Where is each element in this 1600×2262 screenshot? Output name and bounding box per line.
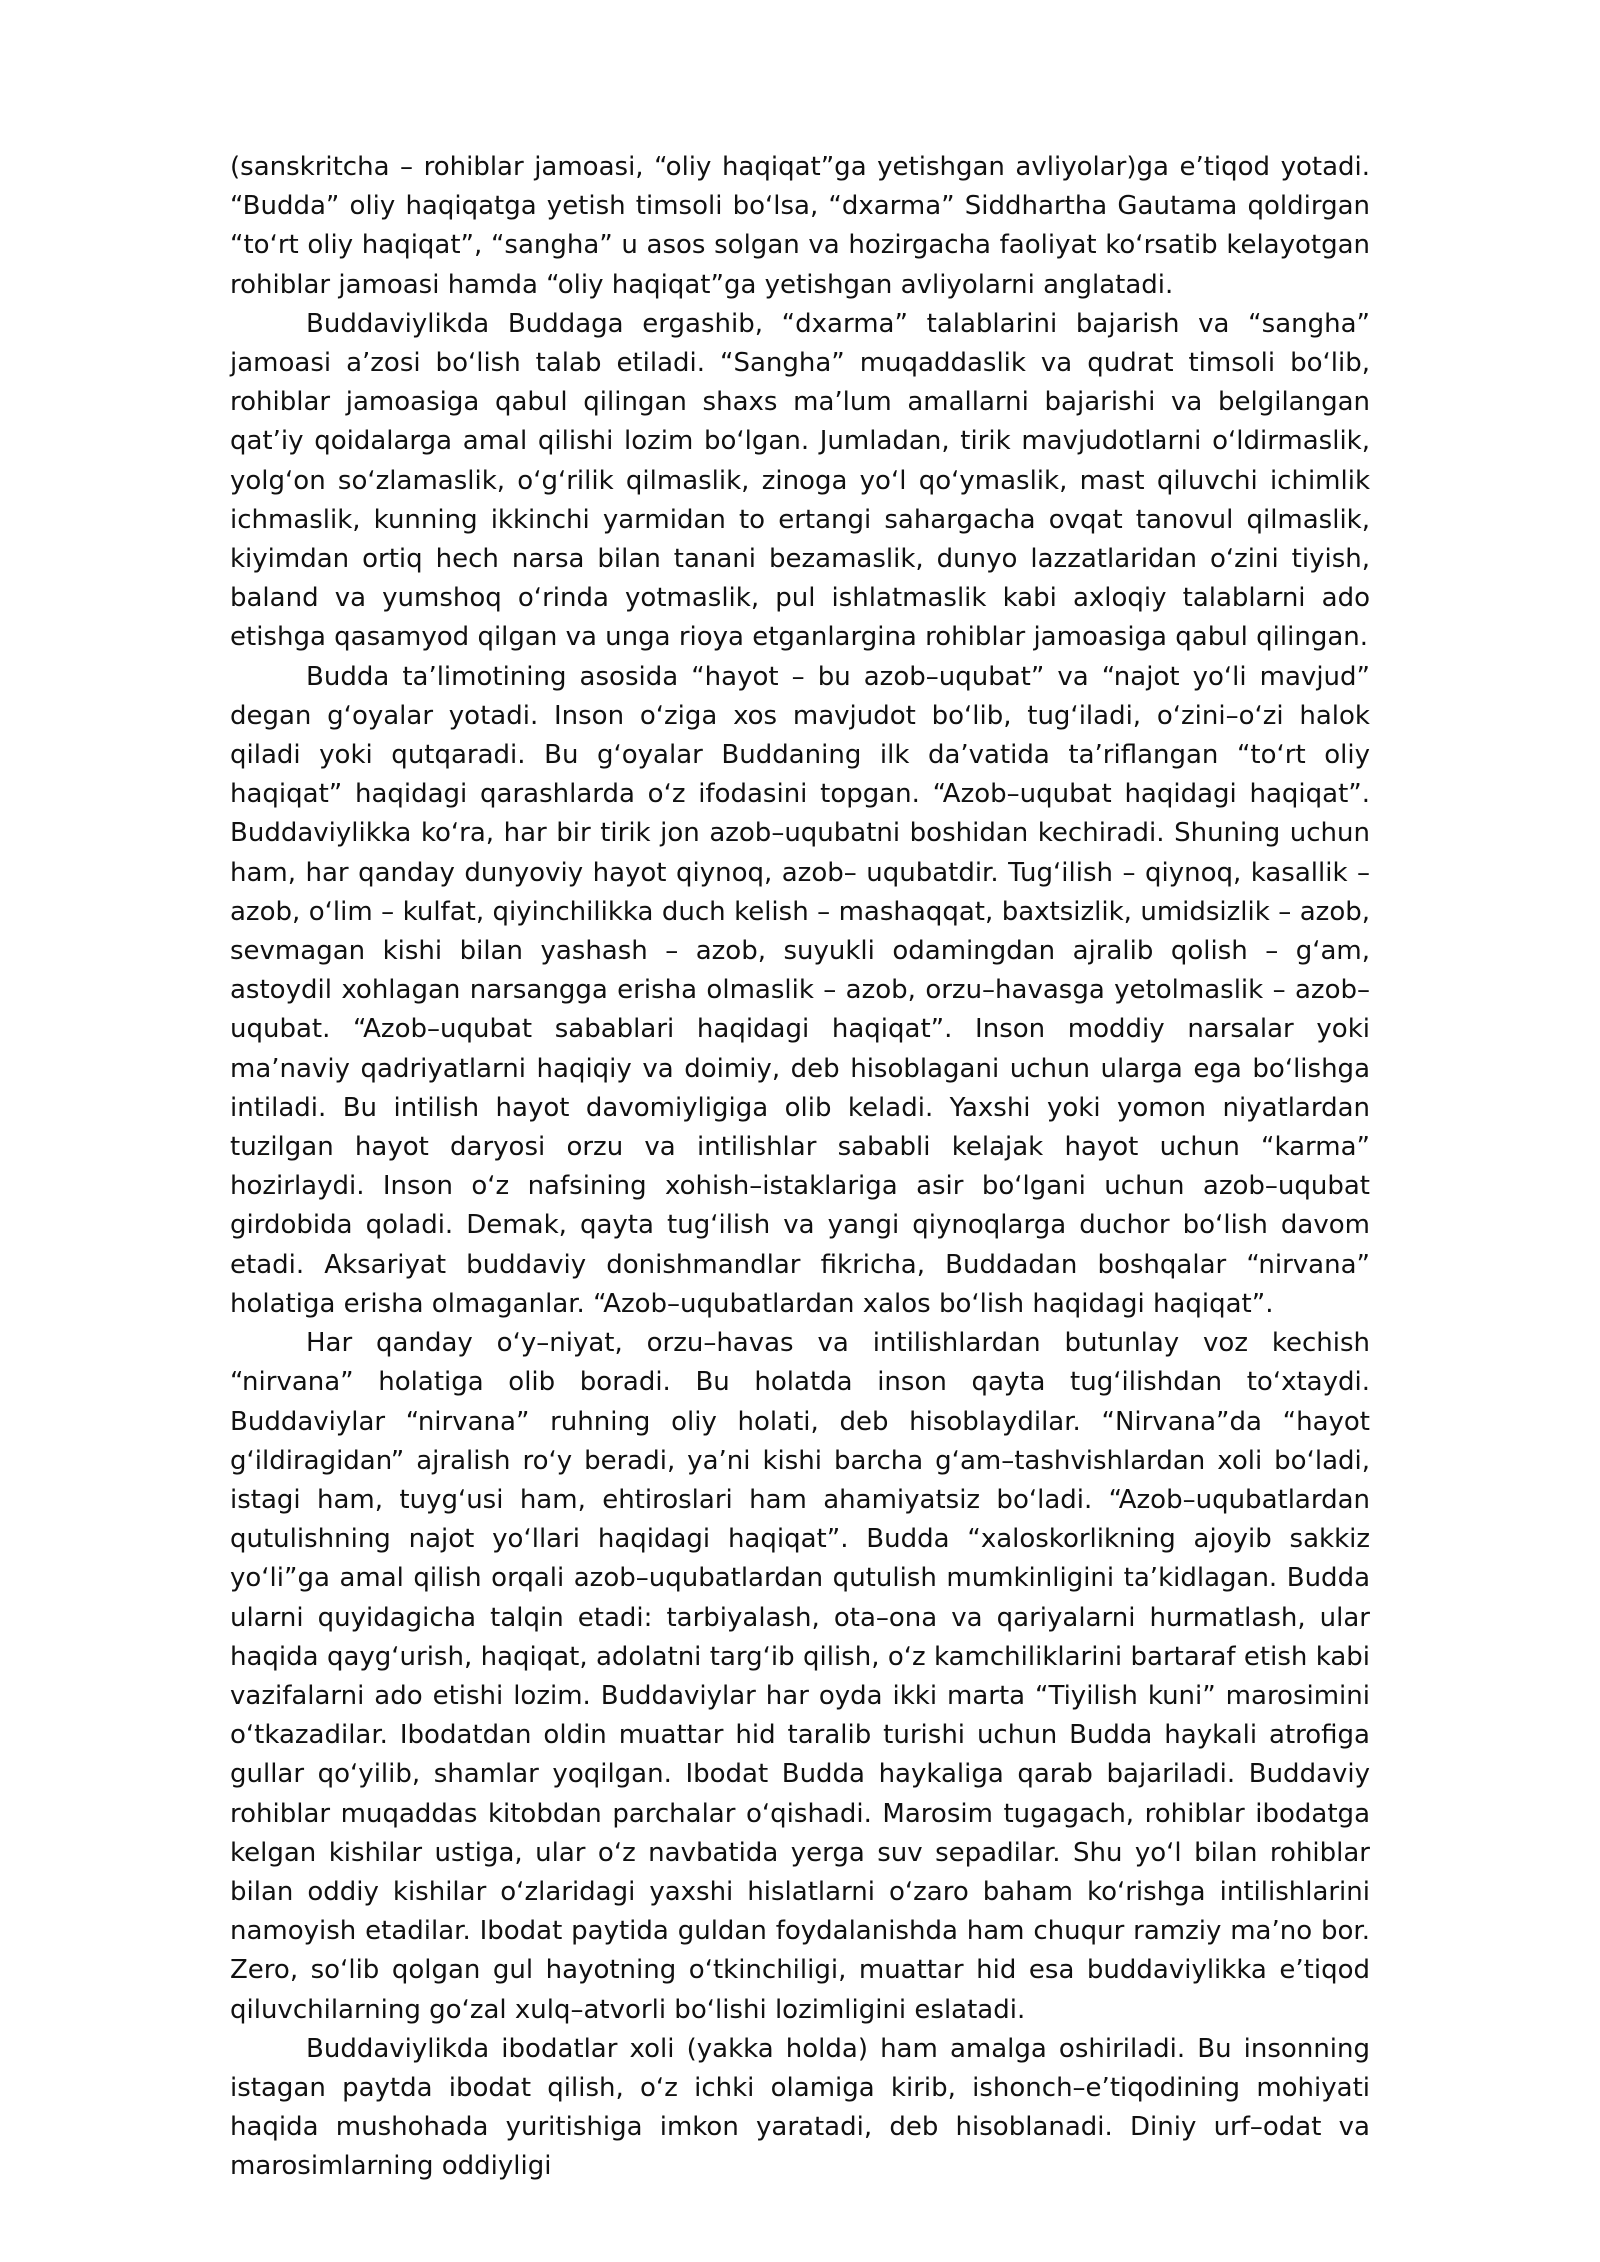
paragraph-2: Buddaviylikda Buddaga ergashib, “dxarma” talablarini bajarish va “sangha” jamoasi a’zosi boʻlish talab etiladi. “Sangha” muqaddaslik va qudrat timsoli boʻlib, rohiblar jamoasiga qabul qilingan shaxs ma’lum amallarni bajarishi va belgilangan qat’iy qoidalarga amal qilishi lozim boʻlgan. Jumladan, tirik mavjudotlarni oʻldirmaslik, yolgʻon soʻzlamaslik, oʻgʻrilik qilmaslik, zinoga yoʻl qoʻymaslik, mast qiluvchi ichimlik ichmaslik, kunning ikkinchi yarmidan to ertangi sahargacha ovqat tanovul qilmaslik, kiyimdan ortiq hech narsa bilan tanani bezamaslik, dunyo lazzatlaridan oʻzini tiyish, baland va yumshoq oʻrinda yotmaslik, pul ishlatmaslik kabi axloqiy talablarni ado etishga qasamyod qilgan va unga rioya etganlargina rohiblar jamoasiga qabul qilingan. (230, 308, 1370, 653)
paragraph-3: Budda ta’limotining asosida “hayot – bu azob–uqubat” va “najot yoʻli mavjud” degan gʻoyalar yotadi. Inson oʻziga xos mavjudot boʻlib, tugʻiladi, oʻzini–oʻzi halok qiladi yoki qutqaradi. Bu gʻoyalar Buddaning ilk da’vatida ta’riflangan “toʻrt oliy haqiqat” haqidagi qarashlarda oʻz ifodasini topgan. “Azob–uqubat haqidagi haqiqat”. Buddaviylikka koʻra, har bir tirik jon azob–uqubatni boshidan kechiradi. Shuning uchun ham, har qanday dunyoviy hayot qiynoq, azob– uqubatdir. Tugʻilish – qiynoq, kasallik – azob, oʻlim – kulfat, qiyinchilikka duch kelish – mashaqqat, baxtsizlik, umidsizlik – azob, sevmagan kishi bilan yashash – azob, suyukli odamingdan ajralib qolish – gʻam, astoydil xohlagan narsangga erisha olmaslik – azob, orzu–havasga yetolmaslik – azob–uqubat. “Azob–uqubat sabablari haqidagi haqiqat”. Inson moddiy narsalar yoki ma’naviy qadriyatlarni haqiqiy va doimiy, deb hisoblagani uchun ularga ega boʻlishga intiladi. Bu intilish hayot davomiyligiga olib keladi. Yaxshi yoki yomon niyatlardan tuzilgan hayot daryosi orzu va intilishlar sababli kelajak hayot uchun “karma” hozirlaydi. Inson oʻz nafsining xohish–istaklariga asir boʻlgani uchun azob–uqubat girdobida qoladi. Demak, qayta tugʻilish va yangi qiynoqlarga duchor boʻlish davom etadi. Aksariyat buddaviy donishmandlar fikricha, Buddadan boshqalar “nirvana” holatiga erisha olmaganlar. “Azob–uqubatlardan xalos boʻlish haqidagi haqiqat”. (230, 661, 1370, 1319)
paragraph-5: Buddaviylikda ibodatlar xoli (yakka holda) ham amalga oshiriladi. Bu insonning istagan paytda ibodat qilish, oʻz ichki olamiga kirib, ishonch–e’tiqodining mohiyati haqida mushohada yuritishiga imkon yaratadi, deb hisoblanadi. Diniy urf–odat va marosimlarning oddiyligi (230, 2033, 1370, 2182)
paragraph-1: (sanskritcha – rohiblar jamoasi, “oliy haqiqat”ga yetishgan avliyolar)ga e’tiqod yotadi. “Budda” oliy haqiqatga yetish timsoli boʻlsa, “dxarma” Siddhartha Gautama qoldirgan “toʻrt oliy haqiqat”, “sangha” u asos solgan va hozirgacha faoliyat koʻrsatib kelayotgan rohiblar jamoasi hamda “oliy haqiqat”ga yetishgan avliyolarni anglatadi. (230, 152, 1370, 300)
paragraph-4: Har qanday oʻy–niyat, orzu–havas va intilishlardan butunlay voz kechish “nirvana” holatiga olib boradi. Bu holatda inson qayta tugʻilishdan toʻxtaydi. Buddaviylar “nirvana” ruhning oliy holati, deb hisoblaydilar. “Nirvana”da “hayot gʻildiragidan” ajralish roʻy beradi, ya’ni kishi barcha gʻam–tashvishlardan xoli boʻladi, istagi ham, tuygʻusi ham, ehtiroslari ham ahamiyatsiz boʻladi. “Azob–uqubatlardan qutulishning najot yoʻllari haqidagi haqiqat”. Budda “xaloskorlikning ajoyib sakkiz yoʻli”ga amal qilish orqali azob–uqubatlardan qutulish mumkinligini ta’kidlagan. Budda ularni quyidagicha talqin etadi: tarbiyalash, ota–ona va qariyalarni hurmatlash, ular haqida qaygʻurish, haqiqat, adolatni targʻib qilish, oʻz kamchiliklarini bartaraf etish kabi vazifalarni ado etishi lozim. Buddaviylar har oyda ikki marta “Tiyilish kuni” marosimini oʻtkazadilar. Ibodatdan oldin muattar hid taralib turishi uchun Budda haykali atrofiga gullar qoʻyilib, shamlar yoqilgan. Ibodat Budda haykaliga qarab bajariladi. Buddaviy rohiblar muqaddas kitobdan parchalar oʻqishadi. Marosim tugagach, rohiblar ibodatga kelgan kishilar ustiga, ular oʻz navbatida yerga suv sepadilar. Shu yoʻl bilan rohiblar bilan oddiy kishilar oʻzlaridagi yaxshi hislatlarni oʻzaro baham koʻrishga intilishlarini namoyish etadilar. Ibodat paytida guldan foydalanishda ham chuqur ramziy ma’no bor. Zero, soʻlib qolgan gul hayotning oʻtkinchiligi, muattar hid esa buddaviylikka e’tiqod qiluvchilarning goʻzal xulq–atvorli boʻlishi lozimligini eslatadi. (230, 1328, 1370, 2025)
document-page (230, 148, 1370, 2187)
